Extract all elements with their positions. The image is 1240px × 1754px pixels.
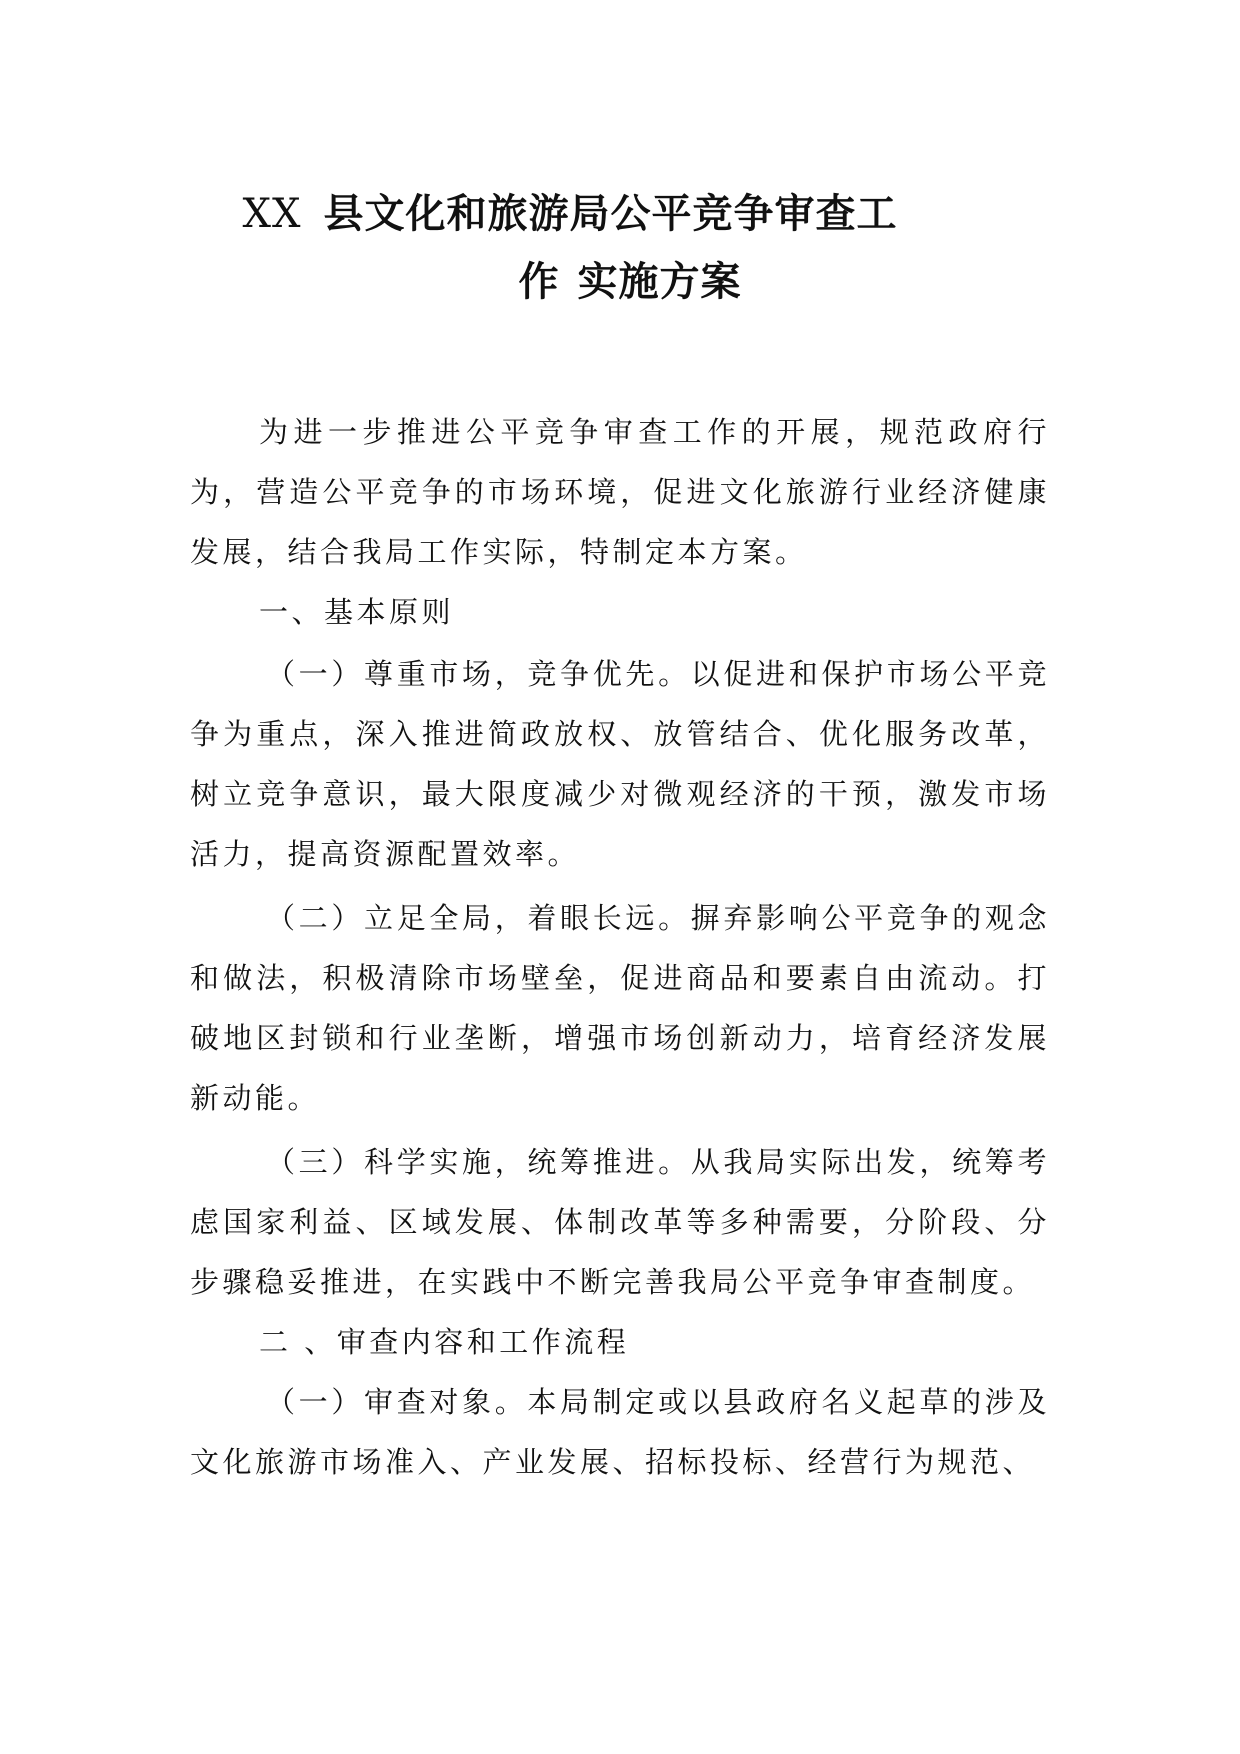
principle-paragraph-3: （三）科学实施，统筹推进。从我局实际出发，统筹考虑国家利益、区域发展、体制改革等多种需要，分阶段、分步骤稳妥推进，在实践中不断完善我局公平竞争审查制度。	[190, 1145, 1050, 1299]
title-text-line-1: 县文化和旅游局公平竞争审查工	[323, 191, 898, 237]
principle-paragraph-2: （二）立足全局，着眼长远。摒弃影响公平竞争的观念和做法，积极清除市场壁垒，促进商品和要素自由流动。打破地区封锁和行业垄断，增强市场创新动力，培育经济发展新动能。	[190, 901, 1050, 1115]
document-body	[190, 402, 1050, 1492]
title-prefix: XX	[242, 191, 302, 237]
document-title-line-1	[0, 182, 1190, 239]
intro-paragraph: 为进一步推进公平竞争审查工作的开展，规范政府行为，营造公平竞争的市场环境，促进文化旅游行业经济健康发展，结合我局工作实际，特制定本方案。	[190, 415, 1050, 569]
principle-paragraph-1: （一）尊重市场，竞争优先。以促进和保护市场公平竞争为重点，深入推进简政放权、放管结合、优化服务改革，树立竞争意识，最大限度减少对微观经济的干预，激发市场活力，提高资源配置效率。	[190, 657, 1050, 871]
section-heading-1: 一、基本原则	[259, 595, 455, 629]
title-text-line-2b: 实施方案	[577, 259, 742, 305]
title-text-line-2a: 作	[518, 259, 560, 305]
document-title-line-2	[10, 250, 1240, 307]
section-heading-2: 二 、审查内容和工作流程	[259, 1325, 630, 1359]
review-paragraph-1: （一）审查对象。本局制定或以县政府名义起草的涉及文化旅游市场准入、产业发展、招标投标、经营行为规范、	[190, 1385, 1050, 1479]
